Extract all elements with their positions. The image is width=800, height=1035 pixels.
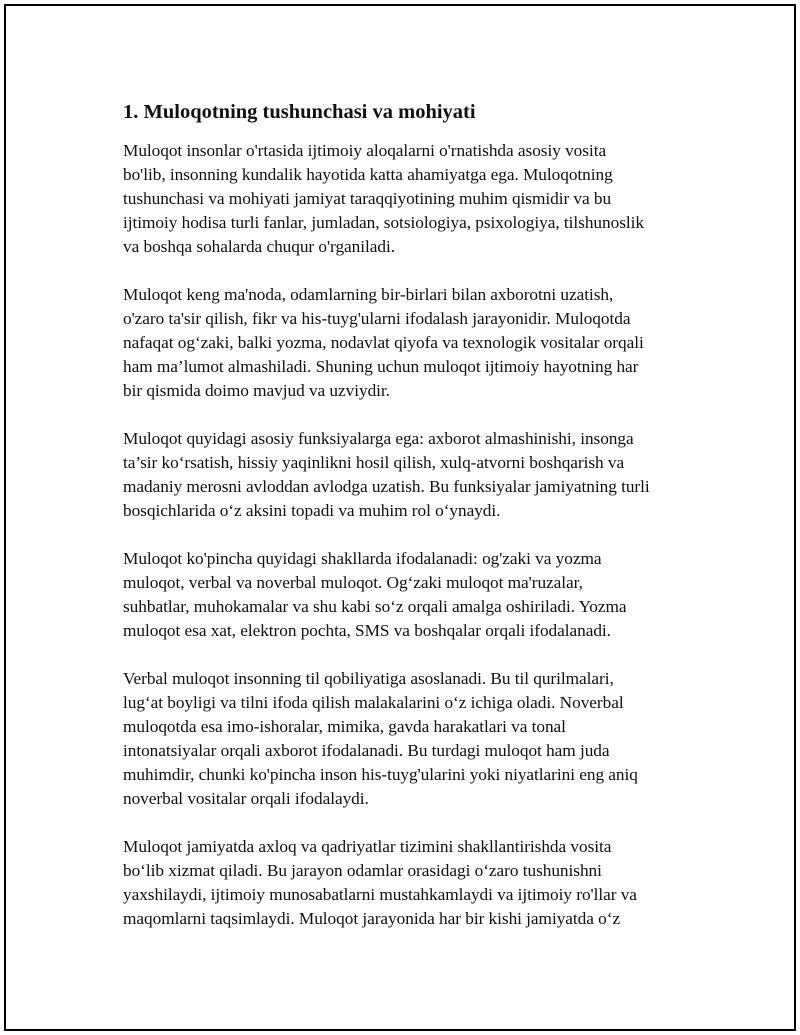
text-line: Muloqot quyidagi asosiy funksiyalarga ega: axborot almashinishi, insonga xyxy=(123,429,634,448)
text-line: ijtimoiy hodisa turli fanlar, jumladan, sotsiologiya, psixologiya, tilshunoslik xyxy=(123,213,644,232)
text-line: muhimdir, chunki ko'pincha inson his-tuyg'ularini yoki niyatlarini eng aniq xyxy=(123,765,638,784)
text-line: va boshqa sohalarda chuqur o'rganiladi. xyxy=(123,237,395,256)
text-line: suhbatlar, muhokamalar va shu kabi so‘z orqali amalga oshiriladi. Yozma xyxy=(123,597,627,616)
paragraph-2 xyxy=(123,283,698,403)
paragraph-4 xyxy=(123,547,698,643)
text-line: Muloqot insonlar o'rtasida ijtimoiy aloqalarni o'rnatishda asosiy vosita xyxy=(123,141,607,160)
text-line: maqomlarni taqsimlaydi. Muloqot jarayonida har bir kishi jamiyatda o‘z xyxy=(123,909,621,928)
text-line: o'zaro ta'sir qilish, fikr va his-tuyg'ularni ifodalash jarayonidir. Muloqotda xyxy=(123,309,631,328)
text-line: noverbal vositalar orqali ifodalaydi. xyxy=(123,789,369,808)
text-line: madaniy merosni avloddan avlodga uzatish. Bu funksiyalar jamiyatning turli xyxy=(123,477,650,496)
text-line: muloqot, verbal va noverbal muloqot. Og‘zaki muloqot ma'ruzalar, xyxy=(123,573,583,592)
paragraph-3 xyxy=(123,427,698,523)
text-line: ta’sir ko‘rsatish, hissiy yaqinlikni hosil qilish, xulq-atvorni boshqarish va xyxy=(123,453,625,472)
paragraph-1 xyxy=(123,139,698,259)
text-line: muloqot esa xat, elektron pochta, SMS va boshqalar orqali ifodalanadi. xyxy=(123,621,611,640)
paragraph-6 xyxy=(123,835,698,931)
text-line: bo‘lib xizmat qiladi. Bu jarayon odamlar orasidagi o‘zaro tushunishni xyxy=(123,861,602,880)
text-line: bosqichlarida o‘z aksini topadi va muhim rol o‘ynaydi. xyxy=(123,501,501,520)
text-line: nafaqat og‘zaki, balki yozma, nodavlat qiyofa va texnologik vositalar orqali xyxy=(123,333,644,352)
text-line: bo'lib, insonning kundalik hayotida katta ahamiyatga ega. Muloqotning xyxy=(123,165,613,184)
page-frame xyxy=(4,4,796,1031)
document-body xyxy=(123,99,698,955)
text-line: ham ma’lumot almashiladi. Shuning uchun muloqot ijtimoiy hayotning har xyxy=(123,357,639,376)
text-line: Verbal muloqot insonning til qobiliyatiga asoslanadi. Bu til qurilmalari, xyxy=(123,669,614,688)
text-line: Muloqot ko'pincha quyidagi shakllarda ifodalanadi: og'zaki va yozma xyxy=(123,549,602,568)
text-line: lug‘at boyligi va tilni ifoda qilish malakalarini o‘z ichiga oladi. Noverbal xyxy=(123,693,624,712)
text-line: Muloqot jamiyatda axloq va qadriyatlar tizimini shakllantirishda vosita xyxy=(123,837,612,856)
text-line: tushunchasi va mohiyati jamiyat taraqqiyotining muhim qismidir va bu xyxy=(123,189,612,208)
text-line: Muloqot keng ma'noda, odamlarning bir-birlari bilan axborotni uzatish, xyxy=(123,285,614,304)
section-heading: 1. Muloqotning tushunchasi va mohiyati xyxy=(123,101,476,123)
text-line: bir qismida doimo mavjud va uzviydir. xyxy=(123,381,390,400)
text-line: muloqotda esa imo-ishoralar, mimika, gavda harakatlari va tonal xyxy=(123,717,566,736)
text-line: yaxshilaydi, ijtimoiy munosabatlarni mustahkamlaydi va ijtimoiy ro'llar va xyxy=(123,885,637,904)
text-line: intonatsiyalar orqali axborot ifodalanadi. Bu turdagi muloqot ham juda xyxy=(123,741,610,760)
paragraph-5 xyxy=(123,667,698,811)
